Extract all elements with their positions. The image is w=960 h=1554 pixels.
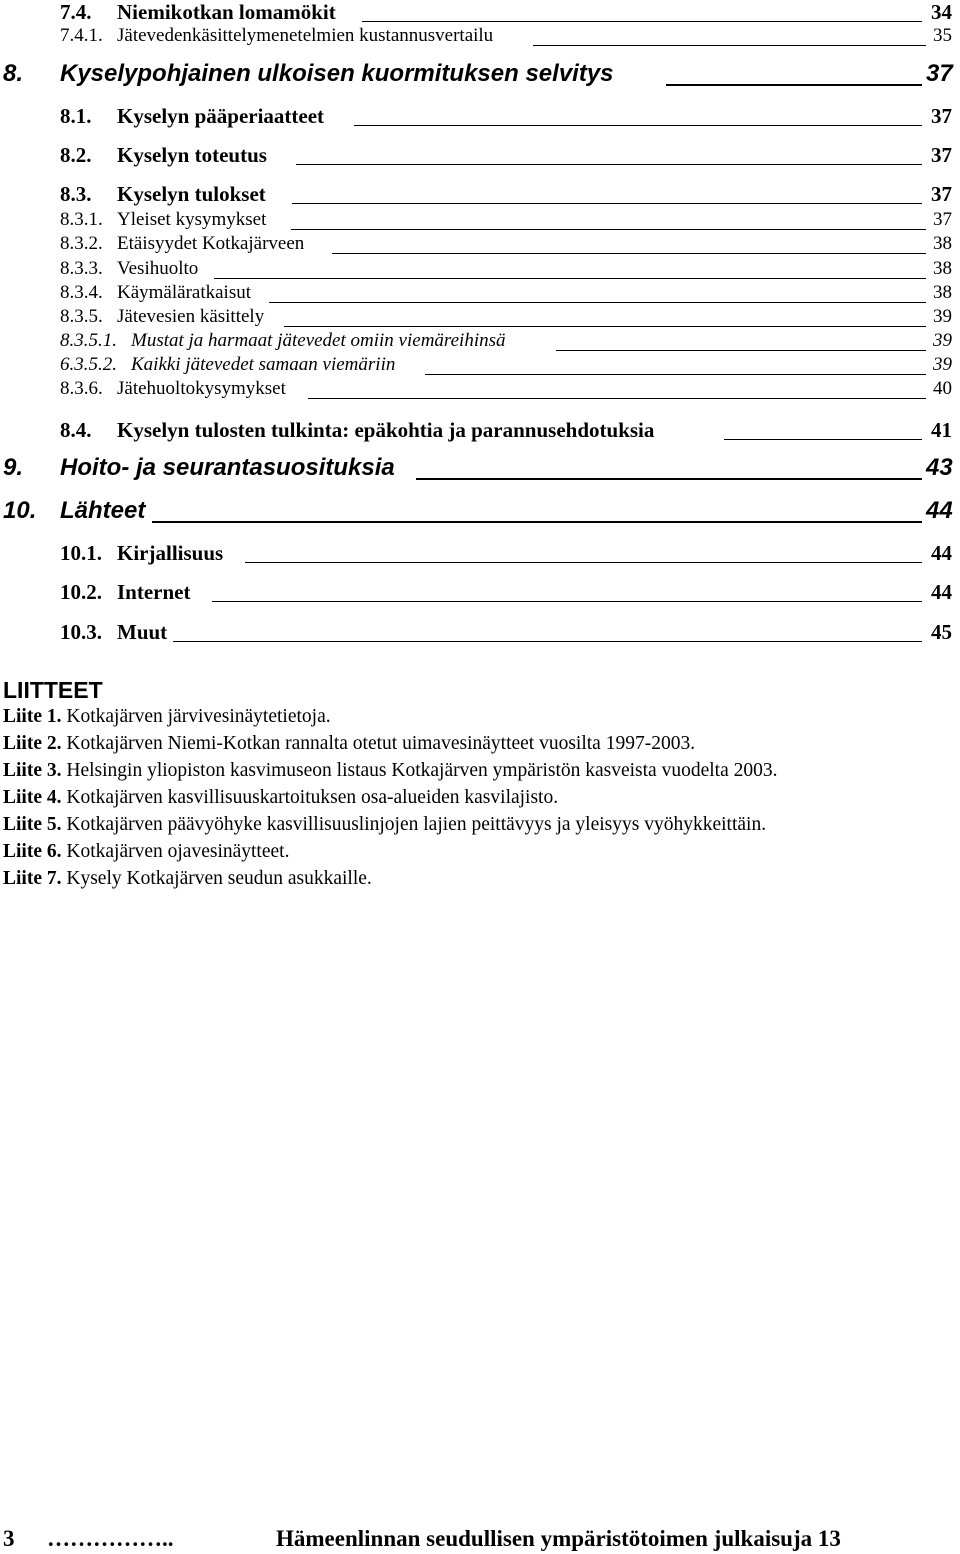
toc-title: Kyselypohjainen ulkoisen kuormituksen selvitys <box>60 60 614 87</box>
toc-title: Jätevesien käsittely <box>117 306 265 327</box>
appendix-label: Liite 3. <box>3 760 62 781</box>
toc-number: 7.4. <box>60 0 92 24</box>
toc-entry[interactable] <box>0 233 960 255</box>
toc-title: Lähteet <box>60 497 146 524</box>
footer-page-number: 3 <box>3 1526 15 1551</box>
toc-entry[interactable] <box>0 620 960 644</box>
toc-number: 10.3. <box>60 620 102 644</box>
toc-number: 10.1. <box>60 541 102 565</box>
toc-title: Mustat ja harmaat jätevedet omiin viemäreihinsä <box>131 330 506 351</box>
toc-leader <box>152 521 922 523</box>
toc-page: 37 <box>931 104 952 128</box>
toc-number: 8.3.5. <box>60 306 103 327</box>
toc-title: Kirjallisuus <box>117 541 224 565</box>
toc-page: 39 <box>933 354 952 375</box>
toc-entry[interactable] <box>0 330 960 352</box>
toc-entry[interactable] <box>0 541 960 565</box>
toc-title: Yleiset kysymykset <box>117 209 267 230</box>
toc-entry[interactable] <box>0 306 960 328</box>
toc-title: Kyselyn tulokset <box>117 182 266 206</box>
toc-page: 41 <box>931 418 952 442</box>
toc-title: Jätevedenkäsittelymenetelmien kustannusvertailu <box>117 25 494 46</box>
toc-number: 8.3. <box>60 182 92 206</box>
toc-leader <box>425 374 926 375</box>
appendix-text: Kotkajärven ojavesinäytteet. <box>66 841 290 862</box>
toc-entry[interactable] <box>0 182 960 206</box>
toc-leader <box>416 478 922 480</box>
appendix-label: Liite 2. <box>3 733 62 754</box>
toc-leader <box>308 398 926 399</box>
toc-leader <box>556 350 926 351</box>
toc-title: Muut <box>117 620 168 644</box>
toc-leader <box>284 326 926 327</box>
page-footer <box>0 1524 960 1554</box>
appendix-label: Liite 7. <box>3 868 62 889</box>
toc-leader <box>354 125 922 126</box>
toc-page: 37 <box>931 182 952 206</box>
toc-title: Jätehuoltokysymykset <box>117 378 286 399</box>
toc-page: 44 <box>931 580 952 604</box>
toc-leader <box>724 439 922 440</box>
toc-number: 8.4. <box>60 418 92 442</box>
toc-page: 45 <box>931 620 952 644</box>
toc-leader <box>666 84 922 86</box>
toc-leader <box>212 601 922 602</box>
toc-page: 34 <box>931 0 952 24</box>
appendix-item <box>3 759 778 783</box>
appendix-item <box>3 786 558 810</box>
toc-leader <box>332 253 926 254</box>
toc-number: 8.3.4. <box>60 282 103 303</box>
appendix-text: Kotkajärven kasvillisuuskartoituksen osa-alueiden kasvilajisto. <box>66 787 559 808</box>
toc-number: 10.2. <box>60 580 102 604</box>
toc-leader <box>533 45 926 46</box>
toc-entry[interactable] <box>0 354 960 376</box>
toc-page: 37 <box>926 60 953 87</box>
footer-dots: …………….. <box>47 1526 174 1551</box>
toc-entry[interactable] <box>0 258 960 280</box>
toc-title: Käymäläratkaisut <box>117 282 252 303</box>
appendix-text: Kysely Kotkajärven seudun asukkaille. <box>66 868 372 889</box>
toc-title: Hoito- ja seurantasuosituksia <box>60 454 395 481</box>
toc-entry[interactable] <box>0 0 960 24</box>
toc-number: 9. <box>3 454 24 481</box>
toc-title: Kyselyn tulosten tulkinta: epäkohtia ja parannusehdotuksia <box>117 418 655 442</box>
toc-entry[interactable] <box>0 209 960 231</box>
toc-title: Niemikotkan lomamökit <box>117 0 336 24</box>
appendix-label: Liite 5. <box>3 814 62 835</box>
toc-page: 40 <box>933 378 952 399</box>
toc-number: 8.3.3. <box>60 258 103 279</box>
toc-title: Internet <box>117 580 191 604</box>
appendix-item <box>3 867 372 891</box>
toc-entry[interactable] <box>0 378 960 400</box>
toc-number: 8.3.2. <box>60 233 103 254</box>
toc-entry[interactable] <box>0 143 960 167</box>
toc-entry[interactable] <box>0 282 960 304</box>
toc-number: 8.2. <box>60 143 92 167</box>
toc-page: 44 <box>931 541 952 565</box>
toc-page: 38 <box>933 258 952 279</box>
toc-page: 44 <box>926 497 953 524</box>
toc-number: 8.3.5.1. <box>60 330 117 351</box>
toc-page: 37 <box>933 209 952 230</box>
toc-leader <box>292 203 922 204</box>
appendix-text: Kotkajärven päävyöhyke kasvillisuuslinjojen lajien peittävyys ja yleisyys vyöhykkeittäin. <box>66 814 767 835</box>
appendices-heading: LIITTEET <box>3 677 103 703</box>
appendix-text: Helsingin yliopiston kasvimuseon listaus Kotkajärven ympäristön kasveista vuodelta 2003. <box>66 760 778 781</box>
toc-entry[interactable] <box>0 104 960 128</box>
footer-publication: Hämeenlinnan seudullisen ympäristötoimen julkaisuja 13 <box>276 1526 841 1551</box>
appendix-item <box>3 813 766 837</box>
toc-entry[interactable] <box>0 497 960 525</box>
appendix-label: Liite 1. <box>3 706 62 727</box>
toc-page: 43 <box>926 454 953 481</box>
toc-title: Vesihuolto <box>117 258 199 279</box>
toc-title: Etäisyydet Kotkajärveen <box>117 233 305 254</box>
toc-page: 37 <box>931 143 952 167</box>
toc-number: 7.4.1. <box>60 25 103 46</box>
toc-title: Kyselyn pääperiaatteet <box>117 104 325 128</box>
toc-page: 38 <box>933 233 952 254</box>
toc-number: 10. <box>3 497 37 524</box>
toc-leader <box>291 229 926 230</box>
appendix-label: Liite 4. <box>3 787 62 808</box>
toc-page: 39 <box>933 330 952 351</box>
toc-entry[interactable] <box>0 418 960 442</box>
toc-number: 8. <box>3 60 24 87</box>
appendix-item <box>3 840 289 864</box>
toc-page: 35 <box>933 25 952 46</box>
toc-number: 6.3.5.2. <box>60 354 117 375</box>
toc-title: Kyselyn toteutus <box>117 143 267 167</box>
toc-page: 38 <box>933 282 952 303</box>
toc-leader <box>296 164 922 165</box>
toc-entry[interactable] <box>0 25 960 47</box>
toc-title: Kaikki jätevedet samaan viemäriin <box>131 354 396 375</box>
toc-number: 8.3.6. <box>60 378 103 399</box>
appendix-text: Kotkajärven Niemi-Kotkan rannalta otetut uimavesinäytteet vuosilta 1997-2003. <box>66 733 696 754</box>
toc-page: 39 <box>933 306 952 327</box>
toc-entry[interactable] <box>0 60 960 88</box>
toc-leader <box>245 562 922 563</box>
toc-leader <box>362 21 922 22</box>
toc-leader <box>173 641 922 642</box>
toc-number: 8.3.1. <box>60 209 103 230</box>
appendix-item <box>3 705 331 729</box>
toc-number: 8.1. <box>60 104 92 128</box>
appendix-item <box>3 732 695 756</box>
toc-entry[interactable] <box>0 454 960 482</box>
appendix-label: Liite 6. <box>3 841 62 862</box>
toc-leader <box>214 278 926 279</box>
toc-entry[interactable] <box>0 580 960 604</box>
appendix-text: Kotkajärven järvivesinäytetietoja. <box>66 706 331 727</box>
toc-leader <box>269 302 926 303</box>
